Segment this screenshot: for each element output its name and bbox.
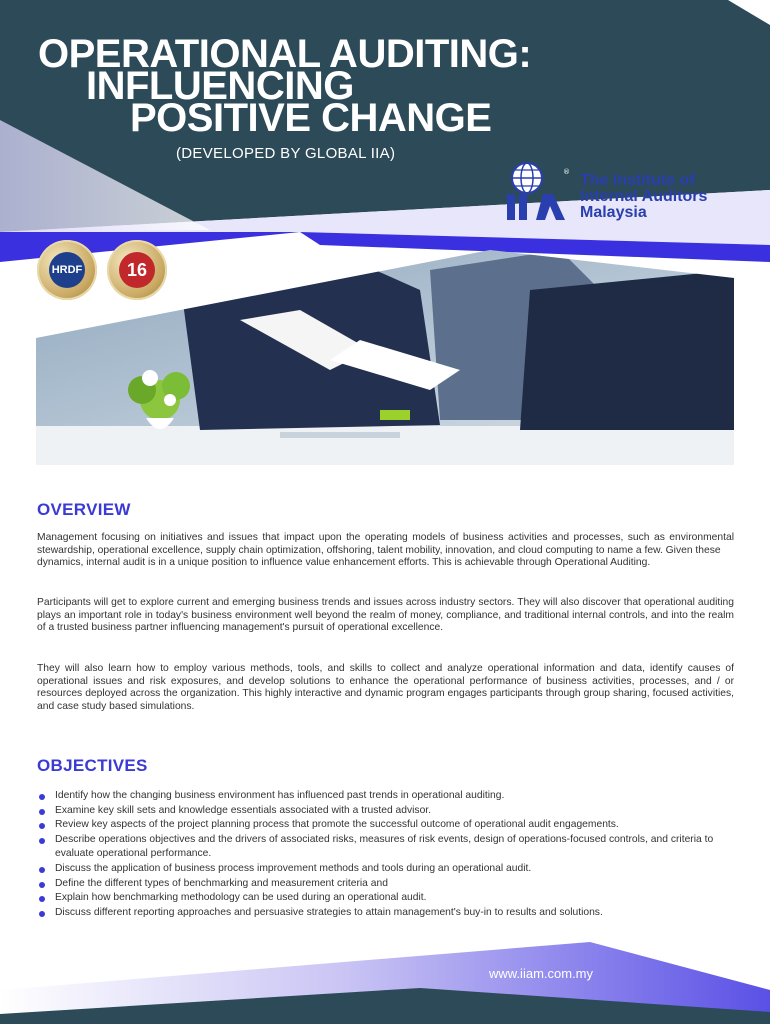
overview-paragraph-2: Participants will get to explore current and emerging business trends and issues across industry sectors. They will also discover that operational auditing plays an important role in today's business environment well beyond the realm of money, compliance, and traditional internal controls, and into the realm of a trusted business partner influencing management's pursuit of operational excellence. xyxy=(37,597,734,633)
objective-item: Examine key skill sets and knowledge essentials associated with a trusted advisor. xyxy=(37,804,737,819)
page-title-line-3: POSITIVE CHANGE xyxy=(130,96,492,140)
globe-logo-icon xyxy=(503,160,577,222)
overview-paragraph-3: They will also learn how to employ various methods, tools, and skills to collect and analyze operational information and data, identify causes of operational issues and risk exposures, and develop solutions to enhance the operational performance of business activities, processes, and / or resources deployed across the organization. This highly interactive and dynamic program engages participants through group sharing, focused activities, and case study based simulations. xyxy=(37,663,734,712)
footer-background xyxy=(0,930,770,1024)
objective-item: Define the different types of benchmarking and measurement criteria and xyxy=(37,877,737,892)
page-title-line-1: OPERATIONAL AUDITING: xyxy=(38,32,532,76)
objective-item: Describe operations objectives and the drivers of associated risks, measures of risk events, design of operations-focused controls, and criteria to evaluate operational performance. xyxy=(37,833,737,862)
overview-heading: OVERVIEW xyxy=(37,500,131,519)
logo-text-line-3: Malaysia xyxy=(580,204,647,221)
anniversary-badge-number: 16 xyxy=(119,252,155,288)
objectives-heading: OBJECTIVES xyxy=(37,756,148,775)
page-title-line-2: INFLUENCING xyxy=(86,64,354,108)
objective-item: Review key aspects of the project planning process that promote the successful outcome of operational audit engagements. xyxy=(37,818,737,833)
objective-item: Explain how benchmarking methodology can be used during an operational audit. xyxy=(37,891,737,906)
logo-text-line-1: The Institute of xyxy=(580,172,695,189)
overview-paragraph-1-text: Management focusing on initiatives and issues that impact upon the operating models of business activities and processes, such as environmental stewardship, operational excellence, supply chain optimization, offshoring, talent mobility, innovation, and cloud computing to name a few. Given these xyxy=(37,532,734,556)
overview-paragraph-1b-text: dynamics, internal audit is in a unique position to influence value enhancement efforts. This is achievable through Operational Auditing. xyxy=(37,557,651,568)
objectives-list xyxy=(37,789,737,920)
objective-item: Identify how the changing business environment has influenced past trends in operational auditing. xyxy=(37,789,737,804)
page-subtitle: (DEVELOPED BY GLOBAL IIA) xyxy=(176,145,396,162)
hrdf-badge-label: HRDF xyxy=(49,252,85,288)
objective-item: Discuss the application of business process improvement methods and tools during an operational audit. xyxy=(37,862,737,877)
overview-paragraph-1 xyxy=(37,532,734,570)
svg-text:®: ® xyxy=(563,168,570,176)
meeting-photo xyxy=(0,250,770,470)
objective-item: Discuss different reporting approaches and persuasive strategies to attain management's buy-in to results and solutions. xyxy=(37,906,737,921)
logo-text xyxy=(580,173,707,221)
logo-text-line-2: Internal Auditors xyxy=(580,188,708,205)
iiam-logo xyxy=(503,160,743,224)
website-link[interactable]: www.iiam.com.my xyxy=(489,966,594,981)
